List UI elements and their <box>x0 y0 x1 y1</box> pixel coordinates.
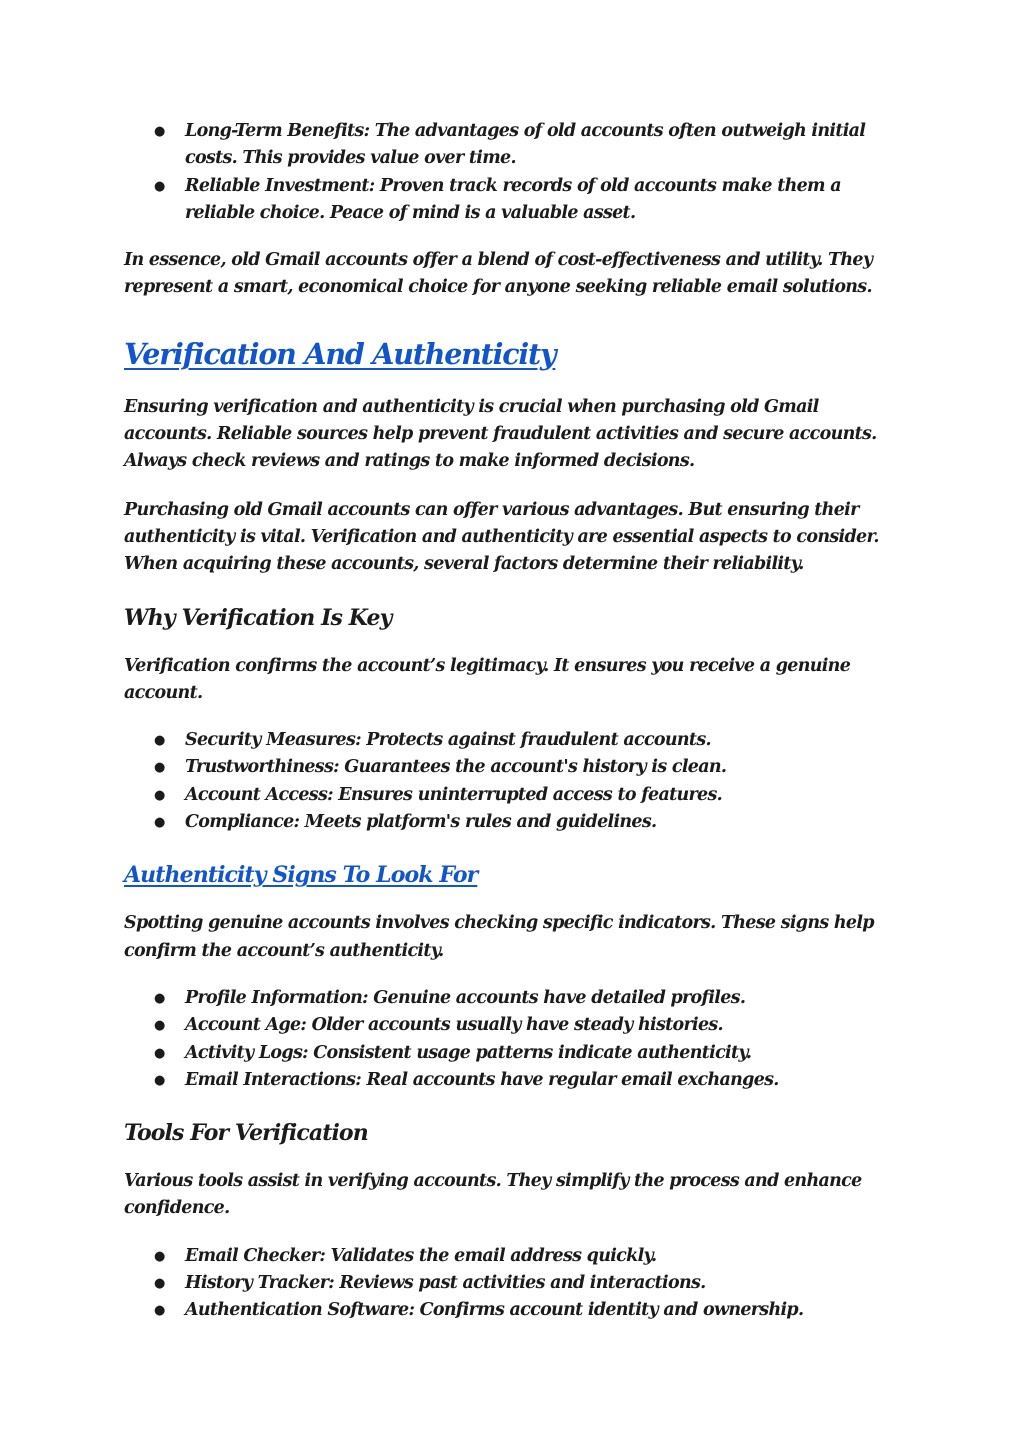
section-paragraph: Purchasing old Gmail accounts can offer various advantages. But ensuring their authenticity is vital. Verification and authenticity are essential aspects to consider. When acquiring these accounts, several factors determine their reliability. <box>124 499 879 575</box>
summary-paragraph: In essence, old Gmail accounts offer a blend of cost-effectiveness and utility. They represent a smart, economical choice for anyone seeking reliable email solutions. <box>124 250 873 298</box>
bullet-icon: ● <box>154 124 166 139</box>
bullet-icon: ● <box>154 787 166 803</box>
bullet-icon: ● <box>154 760 166 776</box>
subheading-tools: Tools For Verification <box>124 1120 368 1147</box>
list-item-text: Security Measures: Protects against fraudulent accounts. <box>185 730 711 751</box>
list-item-text: History Tracker: Reviews past activities and interactions. <box>185 1273 706 1294</box>
bullet-icon: ● <box>154 1276 166 1292</box>
bullet-icon: ● <box>154 733 166 749</box>
list-item-text: Authentication Software: Confirms account identity and ownership. <box>185 1300 804 1321</box>
section-heading-link[interactable]: Verification And Authenticity <box>124 336 556 371</box>
list-item <box>154 985 904 1012</box>
list-item <box>154 782 904 809</box>
bullet-icon: ● <box>154 1303 166 1319</box>
bullet-icon: ● <box>154 178 166 194</box>
list-item-text: Email Checker: Validates the email address quickly. <box>185 1245 657 1266</box>
list-item <box>154 173 904 228</box>
list-item <box>154 754 904 781</box>
list-item <box>154 1243 904 1270</box>
list-item-text: Reliable Investment: Proven track records of old accounts make them a reliable choice. Peace of mind is a valuable asset. <box>185 175 841 223</box>
bullet-icon: ● <box>154 1045 166 1061</box>
list-item-text: Email Interactions: Real accounts have regular email exchanges. <box>185 1069 779 1090</box>
authenticity-signs-list <box>124 985 904 1094</box>
list-item-text: Account Access: Ensures uninterrupted access to features. <box>185 784 723 805</box>
subsection-paragraph: Spotting genuine accounts involves checking specific indicators. These signs help confirm the account’s authenticity. <box>124 913 874 961</box>
list-item <box>154 118 904 173</box>
subsection-paragraph: Various tools assist in verifying accounts. They simplify the process and enhance confidence. <box>124 1171 862 1219</box>
list-item <box>154 1040 904 1067</box>
list-item <box>154 1012 904 1039</box>
list-item <box>154 1067 904 1094</box>
verification-reasons-list <box>124 727 904 836</box>
bullet-icon: ● <box>154 1248 166 1264</box>
list-item-text: Activity Logs: Consistent usage patterns indicate authenticity. <box>185 1042 752 1063</box>
subsection-paragraph: Verification confirms the account’s legitimacy. It ensures you receive a genuine account. <box>124 655 851 703</box>
bullet-icon: ● <box>154 815 166 831</box>
subheading-authenticity-signs-link[interactable]: Authenticity Signs To Look For <box>124 862 478 889</box>
list-item-text: Trustworthiness: Guarantees the account's history is clean. <box>185 757 727 778</box>
bullet-icon: ● <box>154 990 166 1006</box>
verification-tools-list <box>124 1243 904 1325</box>
list-item-text: Long-Term Benefits: The advantages of old accounts often outweigh initial costs. This provides value over time. <box>185 121 866 169</box>
list-item <box>154 1297 904 1324</box>
document-page <box>124 118 904 1325</box>
list-item-text: Compliance: Meets platform's rules and guidelines. <box>185 812 657 833</box>
subheading-why-verification: Why Verification Is Key <box>124 604 392 631</box>
benefits-list <box>124 118 904 227</box>
list-item <box>154 1270 904 1297</box>
section-paragraph: Ensuring verification and authenticity is crucial when purchasing old Gmail accounts. Reliable sources help prevent fraudulent activities and secure accounts. Always check reviews and ratings to make informed decisions. <box>124 396 877 472</box>
bullet-icon: ● <box>154 1072 166 1088</box>
bullet-icon: ● <box>154 1018 166 1034</box>
list-item <box>154 809 904 836</box>
list-item-text: Account Age: Older accounts usually have steady histories. <box>185 1015 723 1036</box>
list-item-text: Profile Information: Genuine accounts have detailed profiles. <box>185 987 746 1008</box>
list-item <box>154 727 904 754</box>
